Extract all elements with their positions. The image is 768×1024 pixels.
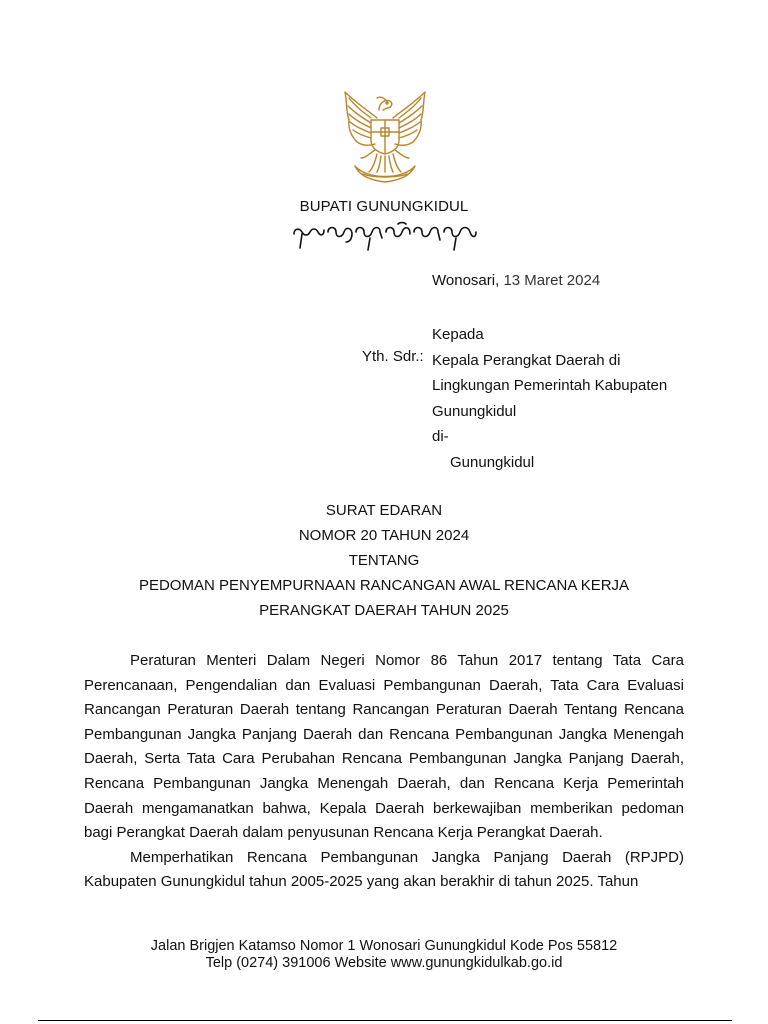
body-paragraph: Memperhatikan Rencana Pembangunan Jangka Panjang Daerah (RPJPD) Kabupaten Gunungkidul tahun 2005-2025 yang akan berakhir di tahun 2025. Tahun (84, 848, 684, 891)
footer-address: Jalan Brigjen Katamso Nomor 1 Wonosari Gunungkidul Kode Pos 55812 (150, 938, 618, 954)
body-paragraph: Peraturan Menteri Dalam Negeri Nomor 86 Tahun 2017 tentang Tata Cara Perencanaan, Pengendalian dan Evaluasi Pembangunan Daerah, Tata Cara Evaluasi Rancangan Peraturan Daerah tentang Rancangan Peraturan Daerah Tentang Rencana Pembangunan Jangka Panjang Daerah dan Rencana Pembangunan Jangka Menengah Daerah, Serta Tata Cara Perubahan Rencana Pembangunan Jangka Panjang Daerah, Rencana Pembangunan Jangka Menengah Daerah, dan Rencana Kerja Pemerintah Daerah mengamanatkan bahwa, Kepala Daerah berkewajiban memberikan pedoman bagi Perangkat Daerah dalam penyusunan Rencana Kerja Perangkat Daerah. (84, 652, 684, 842)
org-name: BUPATI GUNUNGKIDUL (299, 198, 469, 215)
page-bottom-divider (38, 1020, 732, 1021)
recipient-yth-label: Yth. Sdr.: (362, 348, 424, 365)
letter-body (84, 649, 684, 895)
recipient-city: Gunungkidul (450, 453, 535, 471)
document-title (0, 498, 768, 623)
recipient-line: Kepala Perangkat Daerah di (432, 351, 621, 369)
javanese-script-icon (290, 220, 480, 254)
garuda-emblem-icon (337, 88, 433, 186)
recipient-line: Gunungkidul (432, 402, 517, 420)
title-line: PERANGKAT DAERAH TAHUN 2025 (259, 602, 509, 619)
title-line: PEDOMAN PENYEMPURNAAN RANCANGAN AWAL RENCANA KERJA (138, 577, 630, 594)
letterhead-footer (0, 938, 768, 972)
title-line: TENTANG (348, 552, 420, 569)
recipient-line: Lingkungan Pemerintah Kabupaten (432, 377, 668, 394)
letter-date-line (432, 272, 600, 289)
recipient-line: di- (432, 428, 449, 445)
recipient-block (432, 322, 667, 475)
title-line: SURAT EDARAN (325, 502, 443, 519)
recipient-kepada: Kepada (432, 326, 484, 343)
letter-place: Wonosari, (432, 272, 500, 289)
letter-date: 13 Maret 2024 (503, 272, 601, 289)
title-line: NOMOR 20 TAHUN 2024 (298, 527, 470, 544)
footer-contact: Telp (0274) 391006 Website www.gunungkidulkab.go.id (205, 955, 563, 971)
